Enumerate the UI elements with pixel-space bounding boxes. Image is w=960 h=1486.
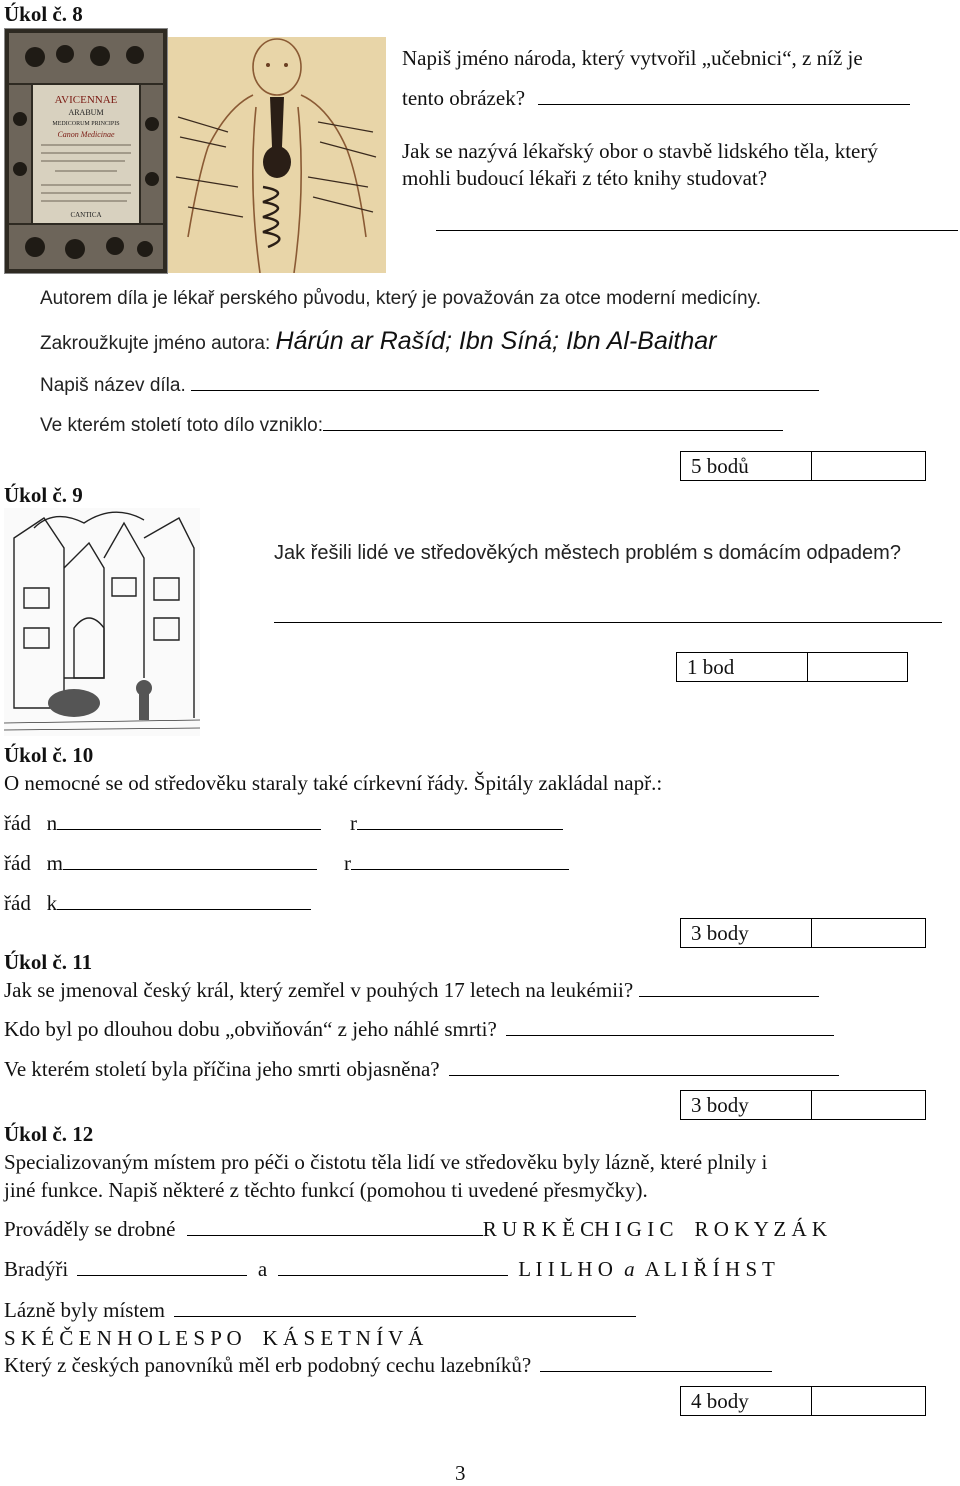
task8-author-text: Autorem díla je lékař perského původu, který je považován za otce moderní medicíny. <box>40 288 761 309</box>
task10-row1-label: řád <box>4 811 31 835</box>
book-title-4: Canon Medicinae <box>57 130 115 139</box>
task10-row2-label: řád <box>4 851 31 875</box>
task12-row3 <box>4 1298 636 1323</box>
task10-row2-letter: m <box>46 851 63 875</box>
task10-row3-label: řád <box>4 891 31 915</box>
task9-points-field[interactable] <box>808 653 907 681</box>
task12-r2-and: a <box>257 1257 268 1281</box>
task11-q1-row <box>4 978 819 1003</box>
task9-heading: Úkol č. 9 <box>4 483 83 507</box>
task8-q2-line2: mohli budoucí lékaři z této knihy studovat? <box>402 166 768 190</box>
task11-q3: Ve kterém století byla příčina jeho smrti objasněna? <box>4 1057 440 1081</box>
task12-row1 <box>4 1217 827 1242</box>
task12-r1-prompt: Prováděly se drobné <box>4 1217 176 1241</box>
task12-r2-anagram-and: a <box>624 1257 635 1281</box>
task12-r1-anagram: R U R K Ě CH I G I C R O K Y Z Á K <box>482 1217 828 1241</box>
task8-q1-line2 <box>402 86 910 111</box>
task12-r1-line[interactable] <box>187 1217 483 1236</box>
task8-q1-line2-text: tento obrázek? <box>402 86 526 110</box>
task8-century-line[interactable] <box>323 412 783 431</box>
task10-row2-r <box>344 851 569 876</box>
task12-points-field[interactable] <box>812 1387 925 1415</box>
task11-q3-line[interactable] <box>449 1057 839 1076</box>
task11-q2-row <box>4 1017 834 1042</box>
task10-heading: Úkol č. 10 <box>4 743 94 767</box>
task10-points-box <box>680 918 926 948</box>
page-number: 3 <box>455 1461 466 1485</box>
task12-r2-anagram-a: L I I L H O <box>518 1257 613 1281</box>
task9-points-box <box>676 652 908 682</box>
task8-work-name-prompt: Napiš název díla. <box>40 375 186 396</box>
task8-work-name-line[interactable] <box>191 372 819 391</box>
task12-r4: Který z českých panovníků měl erb podobný cechu lazebníků? <box>4 1353 532 1377</box>
task9-answer-line[interactable] <box>274 604 942 623</box>
task10-row1-letter: n <box>46 811 58 835</box>
task8-circle-row <box>40 327 716 356</box>
task12-r2-line-a[interactable] <box>77 1257 247 1276</box>
task10-row2-r-letter: r <box>344 851 351 875</box>
task10-text: O nemocné se od středověku staraly také církevní řády. Špitály zakládal např.: <box>4 771 663 795</box>
task12-r2-anagram-b: A L I Ř Í H S T <box>644 1257 775 1281</box>
task8-century-prompt: Ve kterém století toto dílo vzniklo: <box>40 415 324 436</box>
task8-q1-line1: Napiš jméno národa, který vytvořil „učebnici“, z níž je <box>402 46 863 70</box>
task12-row2 <box>4 1257 775 1282</box>
book-title-2: ARABUM <box>68 108 104 117</box>
task10-row1 <box>4 811 321 836</box>
task9-question: Jak řešili lidé ve středověkých městech problém s domácím odpadem? <box>274 542 901 564</box>
task8-author-options[interactable]: Hárún ar Rašíd; Ibn Síná; Ibn Al-Baithar <box>275 327 717 355</box>
task8-points-field[interactable] <box>812 452 925 480</box>
task11-q1: Jak se jmenoval český král, který zemřel v pouhých 17 letech na leukémii? <box>4 978 634 1002</box>
task12-r2-prompt: Bradýři <box>4 1257 69 1281</box>
task12-points-box <box>680 1386 926 1416</box>
task10-row2 <box>4 851 317 876</box>
task11-q1-line[interactable] <box>639 978 819 997</box>
task12-r3-prompt: Lázně byly místem <box>4 1298 165 1322</box>
task10-row1-line-b[interactable] <box>357 811 563 830</box>
task10-row3-line[interactable] <box>57 891 311 910</box>
task12-heading: Úkol č. 12 <box>4 1122 94 1146</box>
task8-points-label: 5 bodů <box>681 452 812 480</box>
task10-row1-line-a[interactable] <box>57 811 321 830</box>
task10-row1-r <box>350 811 563 836</box>
task8-anatomy-answer-line[interactable] <box>436 212 958 231</box>
task11-heading: Úkol č. 11 <box>4 950 93 974</box>
task12-row4 <box>4 1353 772 1378</box>
task11-points-label: 3 body <box>681 1091 812 1119</box>
task8-work-name-row <box>40 372 819 397</box>
task9-points-label: 1 bod <box>677 653 808 681</box>
task10-row3 <box>4 891 311 916</box>
book-title-5: CANTICA <box>70 211 102 219</box>
task11-points-field[interactable] <box>812 1091 925 1119</box>
task8-heading: Úkol č. 8 <box>4 2 83 26</box>
task12-r3-anagram: S K É Č E N H O L E S P O K Á S E T N Í V Á <box>4 1326 424 1350</box>
task10-row3-letter: k <box>46 891 58 915</box>
task11-q3-row <box>4 1057 839 1082</box>
task8-points-box <box>680 451 926 481</box>
task12-text2: jiné funkce. Napiš některé z těchto funkcí (pomohou ti uvedené přesmyčky). <box>4 1178 648 1202</box>
task11-q2-line[interactable] <box>506 1017 834 1036</box>
anatomical-figure-image <box>168 37 386 273</box>
avicenna-book-cover-image <box>4 28 168 274</box>
book-title-1: AVICENNAE <box>54 94 118 106</box>
task12-r3-line[interactable] <box>174 1298 636 1317</box>
task12-text1: Specializovaným místem pro péči o čistotu těla lidí ve středověku byly lázně, které plnily i <box>4 1150 768 1174</box>
book-title-3: MEDICORUM PRINCIPIS <box>52 121 120 127</box>
task10-points-label: 3 body <box>681 919 812 947</box>
task12-r2-line-b[interactable] <box>278 1257 508 1276</box>
task10-row2-line-b[interactable] <box>351 851 569 870</box>
task11-q2: Kdo byl po dlouhou dobu „obviňován“ z jeho náhlé smrti? <box>4 1017 497 1041</box>
task8-q2-line1: Jak se nazývá lékařský obor o stavbě lidského těla, který <box>402 139 878 163</box>
task12-r4-line[interactable] <box>540 1353 772 1372</box>
task12-points-label: 4 body <box>681 1387 812 1415</box>
task10-row1-r-letter: r <box>350 811 357 835</box>
task8-circle-prompt: Zakroužkujte jméno autora: <box>40 333 276 354</box>
task10-points-field[interactable] <box>812 919 925 947</box>
task8-nation-answer-line[interactable] <box>538 86 910 105</box>
medieval-street-image <box>4 508 200 736</box>
task8-century-row <box>40 412 783 437</box>
task10-row2-line-a[interactable] <box>63 851 317 870</box>
task11-points-box <box>680 1090 926 1120</box>
